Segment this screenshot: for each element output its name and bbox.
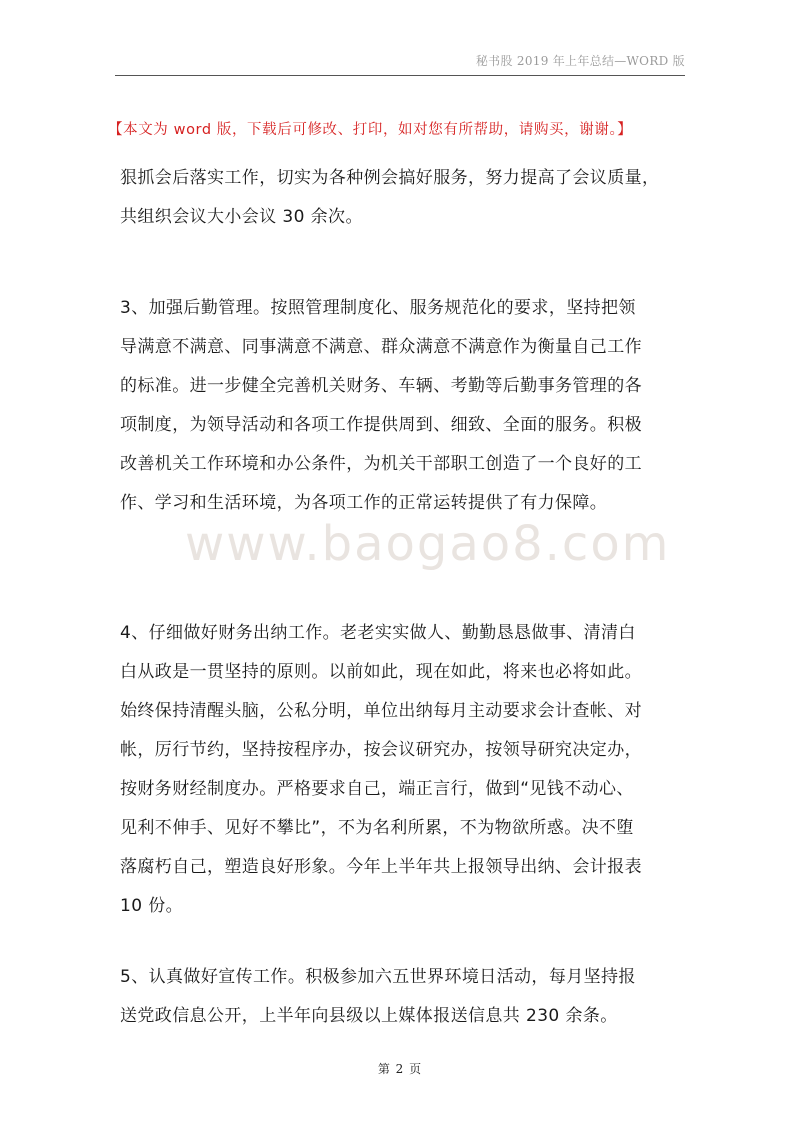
page-number: 第 2 页	[377, 1062, 423, 1076]
text-line: 的标准。进一步健全完善机关财务、车辆、考勤等后勤事务管理的各	[120, 376, 642, 396]
paragraph-finance	[120, 614, 690, 926]
text-line: 10 份。	[120, 896, 184, 916]
text-line: 见利不伸手、见好不攀比”，不为名利所累，不为物欲所惑。决不堕	[120, 818, 634, 838]
text-line: 狠抓会后落实工作，切实为各种例会搞好服务，努力提高了会议质量，	[120, 168, 660, 188]
text-line: 项制度，为领导活动和各项工作提供周到、细致、全面的服务。积极	[120, 415, 642, 435]
text-line: 始终保持清醒头脑，公私分明，单位出纳每月主动要求会计查帐、对	[120, 701, 642, 721]
text-line: 白从政是一贯坚持的原则。以前如此，现在如此，将来也必将如此。	[120, 662, 642, 682]
paragraph-meetings	[120, 159, 690, 237]
text-line: 帐，厉行节约，坚持按程序办，按会议研究办，按领导研究决定办，	[120, 740, 642, 760]
text-line: 落腐朽自己，塑造良好形象。今年上半年共上报领导出纳、会计报表	[120, 857, 642, 877]
text-line: 4、仔细做好财务出纳工作。老老实实做人、勤勤恳恳做事、清清白	[120, 623, 636, 643]
page-header-title: 秘书股 2019 年上年总结—WORD 版	[475, 54, 685, 68]
text-line: 送党政信息公开，上半年向县级以上媒体报送信息共 230 余条。	[120, 1006, 618, 1026]
text-line: 按财务财经制度办。严格要求自己，端正言行，做到“见钱不动心、	[120, 779, 634, 799]
header-divider	[115, 75, 685, 76]
paragraph-logistics	[120, 289, 690, 523]
text-line: 3、加强后勤管理。按照管理制度化、服务规范化的要求，坚持把领	[120, 298, 636, 318]
text-line: 改善机关工作环境和办公条件，为机关干部职工创造了一个良好的工	[120, 454, 642, 474]
download-notice: 【本文为 word 版，下载后可修改、打印，如对您有所帮助，请购买，谢谢。】	[108, 122, 633, 138]
paragraph-publicity	[120, 958, 690, 1036]
text-line: 共组织会议大小会议 30 余次。	[120, 207, 363, 227]
watermark-text: www.baogao8.com	[185, 516, 671, 572]
text-line: 作、学习和生活环境，为各项工作的正常运转提供了有力保障。	[120, 493, 608, 513]
text-line: 导满意不满意、同事满意不满意、群众满意不满意作为衡量自己工作	[120, 337, 642, 357]
text-line: 5、认真做好宣传工作。积极参加六五世界环境日活动，每月坚持报	[120, 967, 636, 987]
